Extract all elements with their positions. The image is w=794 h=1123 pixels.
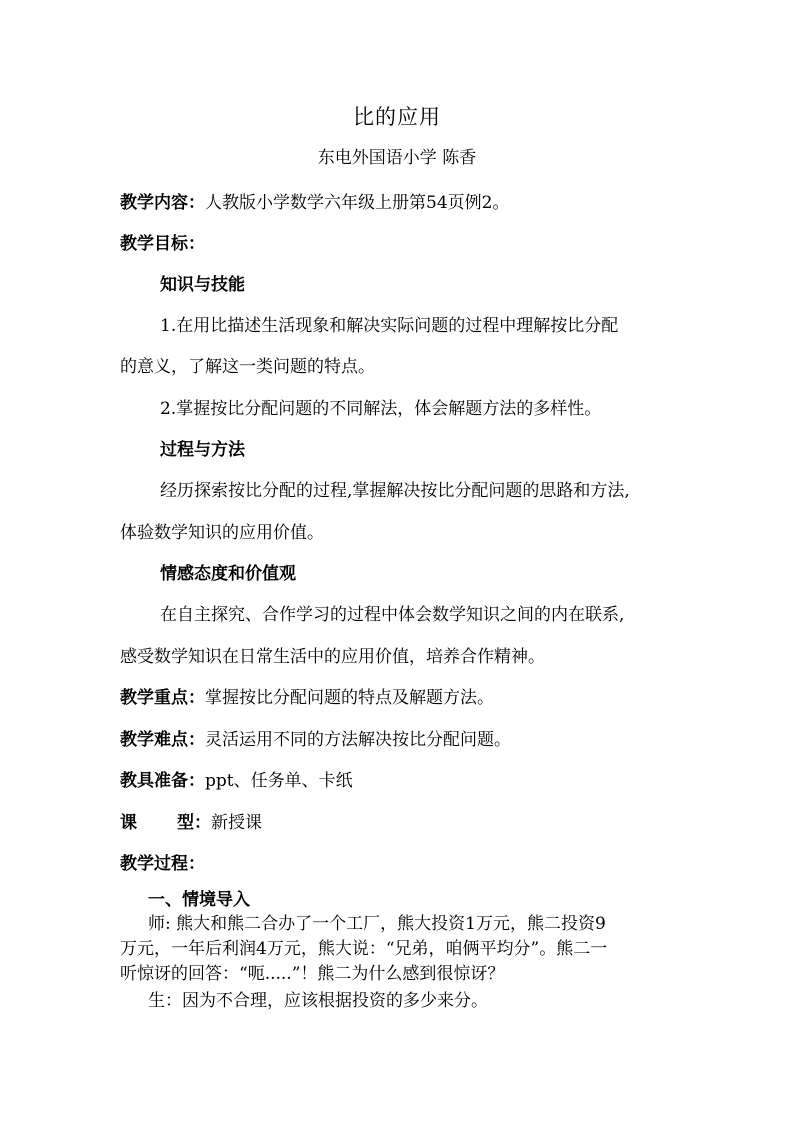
lesson-type-text: 新授课 [211,813,262,833]
lesson-type-row [120,812,262,834]
key-point-row [120,687,494,709]
teacher-line-1: 师: 熊大和熊二合办了一个工厂，熊大投资1万元，熊二投资9 [148,914,606,934]
emotion-heading: 情感态度和价值观 [160,564,296,584]
knowledge-heading: 知识与技能 [160,275,245,295]
lesson-type-label-a: 课 [120,813,137,833]
teacher-line-3: 听惊讶的回答：“呃.....”！熊二为什么感到很惊讶？ [120,964,505,984]
key-point-text: 掌握按比分配问题的特点及解题方法。 [205,688,494,708]
difficulty-row [120,729,511,751]
content-label: 教学内容： [120,193,205,213]
lesson-type-label-b: 型： [177,813,211,833]
knowledge-item-2: 2.掌握按比分配问题的不同解法，体会解题方法的多样性。 [160,399,602,419]
emotion-line-2: 感受数学知识在日常生活中的应用价值，培养合作精神。 [120,647,545,667]
document-title: 比的应用 [353,105,441,129]
key-point-label: 教学重点： [120,688,205,708]
teacher-line-2: 万元，一年后利润4万元，熊大说：“兄弟，咱俩平均分”。熊二一 [120,939,608,959]
difficulty-text: 灵活运用不同的方法解决按比分配问题。 [205,730,511,750]
materials-text: ppt、任务单、卡纸 [205,771,353,791]
process-method-line-2: 体验数学知识的应用价值。 [120,523,324,543]
content-row [120,192,509,214]
process-label: 教学过程： [120,854,205,874]
materials-row [120,770,353,792]
process-method-heading: 过程与方法 [160,440,245,460]
materials-label: 教具准备： [120,771,205,791]
process-method-line-1: 经历探索按比分配的过程,掌握解决按比分配问题的思路和方法, [160,481,630,501]
difficulty-label: 教学难点： [120,730,205,750]
section-1-heading: 一、情境导入 [148,890,250,910]
emotion-line-1: 在自主探究、合作学习的过程中体会数学知识之间的内在联系, [160,605,625,625]
content-text: 人教版小学数学六年级上册第54页例2。 [205,193,510,213]
author-line: 东电外国语小学 陈香 [317,148,477,168]
knowledge-item-1-line-2: 的意义，了解这一类问题的特点。 [120,357,375,377]
knowledge-item-1-line-1: 1.在用比描述生活现象和解决实际问题的过程中理解按比分配 [160,316,619,336]
objectives-label: 教学目标： [120,234,205,254]
student-line: 生：因为不合理，应该根据投资的多少来分。 [148,991,488,1011]
